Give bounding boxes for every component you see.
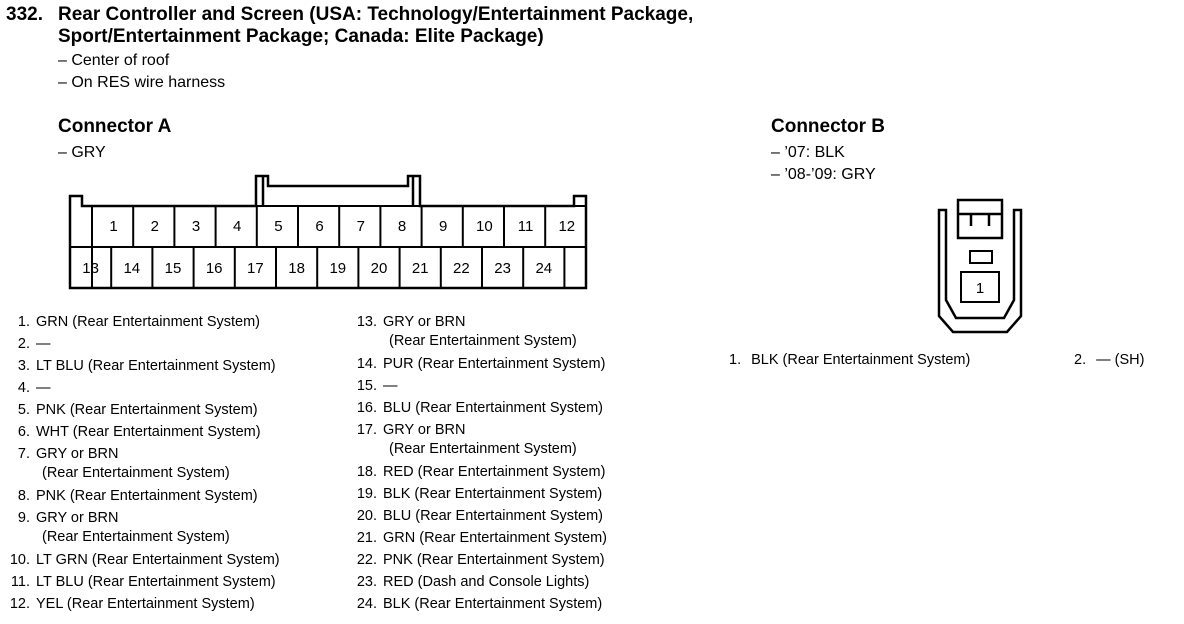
connector-b-pin-1-label: 1 <box>975 280 985 297</box>
page-title-line-1: Rear Controller and Screen (USA: Technology/Entertainment Package, <box>58 4 694 25</box>
pin-number: 19. <box>356 486 377 502</box>
pin-list-item <box>355 397 603 419</box>
pin-description-continued: (Rear Entertainment System) <box>389 441 577 457</box>
connector-a-pin-label: 14 <box>123 260 141 277</box>
pin-description-continued: (Rear Entertainment System) <box>389 333 577 349</box>
pin-description: LT BLU (Rear Entertainment System) <box>36 574 276 590</box>
pin-description: RED (Dash and Console Lights) <box>383 574 590 590</box>
pin-list-item <box>355 375 398 397</box>
pin-number: 3. <box>17 358 30 374</box>
connector-a-pin-label: 22 <box>453 260 470 277</box>
pin-number: 9. <box>17 510 30 526</box>
connector-a-pin-label: 20 <box>370 260 388 277</box>
connector-a-pin-label: 3 <box>191 218 201 235</box>
pin-number: 22. <box>356 552 377 568</box>
pin-description: — <box>36 336 51 352</box>
pin-description: — <box>36 380 51 396</box>
figure-number: 332. <box>6 4 43 25</box>
connector-a-pin-label: 15 <box>164 260 182 277</box>
connector-a-pin-label: 23 <box>494 260 511 277</box>
pin-description-continued: (Rear Entertainment System) <box>42 529 230 545</box>
pin-list-item <box>4 355 276 377</box>
connector-a-pin-label: 11 <box>517 218 534 235</box>
pin-description: — <box>383 378 398 394</box>
pin-number: 1. <box>17 314 30 330</box>
pin-list-item <box>4 377 51 399</box>
connector-a-pin-label: 1 <box>109 218 118 235</box>
page-title-line-2: Sport/Entertainment Package; Canada: Elite Package) <box>58 26 544 47</box>
pin-description: BLK (Rear Entertainment System) <box>383 486 603 502</box>
pin-list-item <box>355 593 602 615</box>
connector-a-pin-label: 18 <box>288 260 305 277</box>
pin-description: YEL (Rear Entertainment System) <box>36 596 255 612</box>
pin-list-item <box>355 353 605 375</box>
pin-number: 13. <box>356 314 377 330</box>
pin-description: GRY or BRN <box>383 422 466 438</box>
pin-list-item <box>355 549 605 571</box>
pin-number: 21. <box>356 530 377 546</box>
pin-number: 10. <box>9 552 30 568</box>
pin-list-item <box>4 333 51 355</box>
connector-a-pin-label: 24 <box>535 260 553 277</box>
pin-description: GRY or BRN <box>383 314 466 330</box>
connector-b-pin-1 <box>729 349 970 371</box>
connector-b-pin-1-number: 1. <box>729 352 742 368</box>
pin-number: 15. <box>356 378 377 394</box>
pin-list-item <box>355 483 602 505</box>
connector-a-pin-label: 8 <box>397 218 407 235</box>
pin-description: BLU (Rear Entertainment System) <box>383 400 603 416</box>
connector-a-pin-label: 4 <box>233 218 242 235</box>
pin-number: 6. <box>17 424 30 440</box>
pin-list-item <box>355 571 589 593</box>
pin-list-item <box>355 461 605 483</box>
pin-number: 18. <box>356 464 377 480</box>
connector-a-pin-label: 12 <box>558 218 576 235</box>
pin-number: 2. <box>17 336 30 352</box>
pin-number: 12. <box>9 596 30 612</box>
pin-description: PUR (Rear Entertainment System) <box>383 356 606 372</box>
pin-number: 5. <box>17 402 30 418</box>
connector-b-title: Connector B <box>771 116 885 137</box>
pin-description: PNK (Rear Entertainment System) <box>383 552 605 568</box>
pin-number: 23. <box>356 574 377 590</box>
connector-a-pin-label: 17 <box>247 260 264 277</box>
pin-list-item <box>355 505 603 527</box>
connector-a-pin-label: 7 <box>356 218 365 235</box>
pin-description: LT BLU (Rear Entertainment System) <box>36 358 276 374</box>
pin-list-item <box>4 593 255 615</box>
pin-list-item <box>4 571 276 593</box>
connector-a-color: – GRY <box>58 144 106 161</box>
pin-description: PNK (Rear Entertainment System) <box>36 402 258 418</box>
connector-a-pin-label: 5 <box>274 218 283 235</box>
pin-list-item <box>355 527 607 549</box>
connector-a-pin-label: 13 <box>82 260 99 277</box>
pin-description: BLU (Rear Entertainment System) <box>383 508 603 524</box>
pin-description: PNK (Rear Entertainment System) <box>36 488 258 504</box>
connector-a-pin-label: 9 <box>439 218 448 235</box>
pin-description: BLK (Rear Entertainment System) <box>383 596 603 612</box>
pin-description: WHT (Rear Entertainment System) <box>36 424 261 440</box>
connector-b-color-08-09: – ’08-’09: GRY <box>771 166 876 183</box>
connector-a-pin-label: 2 <box>150 218 159 235</box>
pin-number: 7. <box>17 446 30 462</box>
pin-number: 8. <box>17 488 30 504</box>
pin-description: GRY or BRN <box>36 510 119 526</box>
pin-list-item <box>4 399 258 421</box>
pin-number: 24. <box>356 596 377 612</box>
pin-list-item <box>4 549 280 571</box>
pin-number: 17. <box>356 422 377 438</box>
location-note-2: – On RES wire harness <box>58 74 226 91</box>
connector-b-pin-2-desc: — (SH) <box>1096 352 1145 368</box>
pin-description: GRY or BRN <box>36 446 119 462</box>
pin-description: LT GRN (Rear Entertainment System) <box>36 552 280 568</box>
pin-number: 14. <box>356 356 377 372</box>
pin-number: 4. <box>17 380 30 396</box>
connector-a-pin-label: 21 <box>411 260 429 277</box>
pin-description-continued: (Rear Entertainment System) <box>42 465 230 481</box>
pin-list-item <box>4 421 261 443</box>
pin-list-item <box>4 311 260 333</box>
pin-number: 16. <box>356 400 377 416</box>
location-note-1: – Center of roof <box>58 52 170 69</box>
connector-b-pin-2-number: 2. <box>1074 352 1087 368</box>
pin-description: GRN (Rear Entertainment System) <box>36 314 261 330</box>
connector-a-title: Connector A <box>58 116 172 137</box>
connector-a-pin-label: 6 <box>315 218 324 235</box>
connector-a-pin-label: 19 <box>329 260 347 277</box>
pin-number: 11. <box>10 574 30 590</box>
pin-number: 20. <box>356 508 377 524</box>
connector-b-color-07: – ’07: BLK <box>771 144 845 161</box>
connector-b-pin-2 <box>1074 349 1144 371</box>
connector-b-pin-1-desc: BLK (Rear Entertainment System) <box>751 352 971 368</box>
pin-list-item <box>4 485 258 507</box>
connector-a-pin-label: 10 <box>476 218 493 235</box>
pin-description: GRN (Rear Entertainment System) <box>383 530 608 546</box>
connector-a-pin-label: 16 <box>205 260 223 277</box>
pin-description: RED (Rear Entertainment System) <box>383 464 606 480</box>
